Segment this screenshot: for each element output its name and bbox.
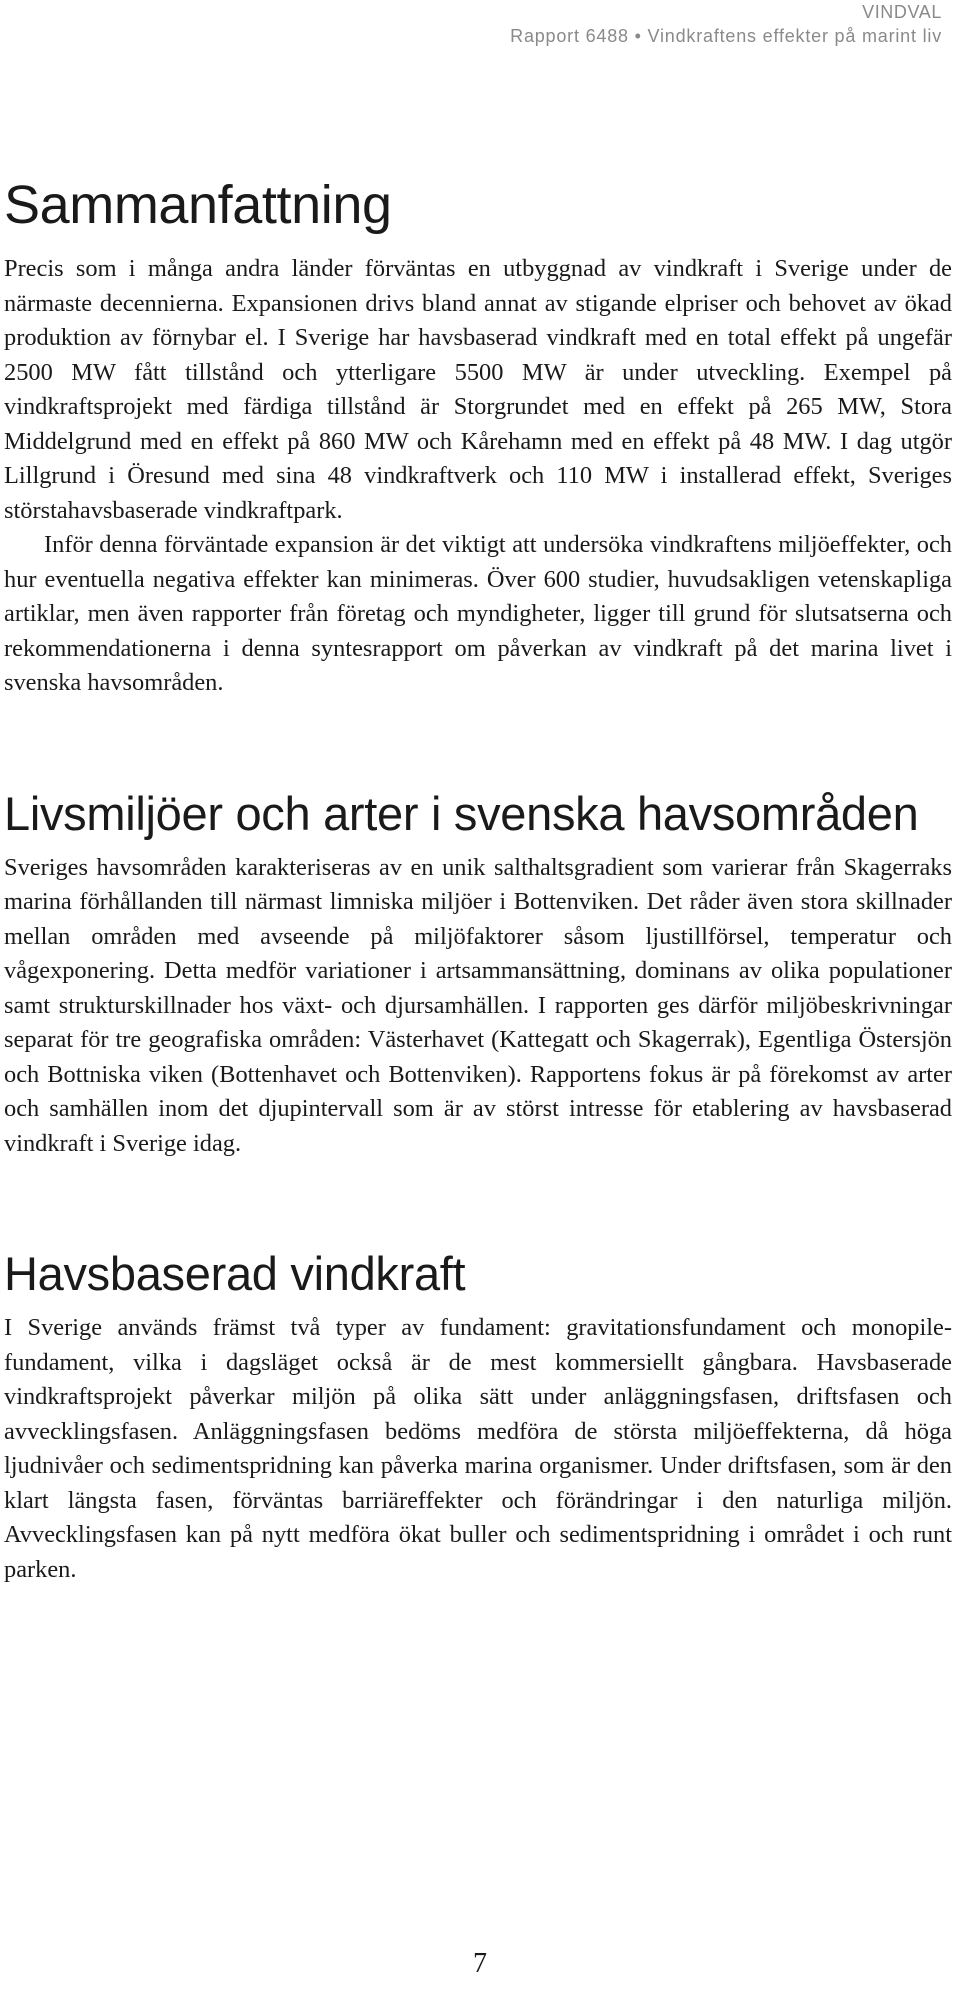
- header-series: VINDVAL: [862, 2, 942, 22]
- header-report-title: Rapport 6488 • Vindkraftens effekter på marint liv: [510, 26, 942, 46]
- paragraph: I Sverige används främst två typer av fundament: gravitationsfundament och monopile-fundament, vilka i dagsläget också är de mest kommersiellt gångbara. Havsbaserade vindkraftsprojekt påverkar miljön på olika sätt under anläggningsfasen, driftsfasen och avvecklingsfasen. Anläggningsfasen bedöms medföra de största miljöeffekterna, då höga ljudnivåer och sedimentspridning kan påverka marina organismer. Under driftsfasen, som är den klart längsta fasen, förväntas barriäreffekter och förändringar i den naturliga miljön. Avvecklingsfasen kan på nytt medföra ökat buller och sedimentspridning i området i och runt parken.: [4, 1314, 952, 1583]
- section-livsmiljoer: [4, 783, 952, 1162]
- paragraph: Precis som i många andra länder förväntas en utbyggnad av vindkraft i Sverige under de närmaste decennierna. Expansionen drivs bland annat av stigande elpriser och behovet av ökad produktion av förnybar el. I Sverige har havsbaserad vindkraft med en total effekt på ungefär 2500 MW fått tillstånd och ytterligare 5500 MW är under utveckling. Exempel på vindkraftsprojekt med färdiga tillstånd är Storgrundet med en effekt på 265 MW, Stora Middelgrund med en effekt på 860 MW och Kårehamn med en effekt på 48 MW. I dag utgör Lillgrund i Öresund med sina 48 vindkraftverk och 110 MW i installerad effekt, Sveriges störstahavsbaserade vindkraftpark.: [4, 255, 952, 524]
- page-number: 7: [473, 1948, 487, 1979]
- section-heading: Havsbaserad vindkraft: [4, 1247, 466, 1300]
- section-heading: Livsmiljöer och arter i svenska havsområden: [4, 786, 919, 840]
- section-sammanfattning: [4, 168, 952, 701]
- paragraph: Inför denna förväntade expansion är det viktigt att undersöka vindkraftens miljöeffekter, och hur eventuella negativa effekter kan minimeras. Över 600 studier, huvudsakligen vetenskapliga artiklar, men även rapporter från företag och myndigheter, ligger till grund för slutsatserna och rekommendationerna i denna syntesrapport om påverkan av vindkraft på det marina livet i svenska havsområden.: [4, 531, 952, 696]
- section-heading: Sammanfattning: [4, 175, 392, 235]
- running-header: [510, 0, 942, 48]
- document-body: [4, 168, 952, 1669]
- section-havsbaserad-vindkraft: [4, 1243, 952, 1587]
- paragraph: Sveriges havsområden karakteriseras av en unik salthaltsgradient som varierar från Skagerraks marina förhållanden till närmast limniska miljöer i Bottenviken. Det råder även stora skillnader mellan områden med avseende på miljöfaktorer såsom ljustillförsel, temperatur och vågexponering. Detta medför variationer i artsammansättning, dominans av olika populationer samt strukturskillnader hos växt- och djursamhällen. I rapporten ges därför miljöbeskrivningar separat för tre geografiska områden: Västerhavet (Kattegatt och Skagerrak), Egentliga Östersjön och Bottniska viken (Bottenhavet och Bottenviken). Rapportens fokus är på förekomst av arter och samhällen inom det djupintervall som är av störst intresse för etablering av havsbaserad vindkraft i Sverige idag.: [4, 853, 952, 1157]
